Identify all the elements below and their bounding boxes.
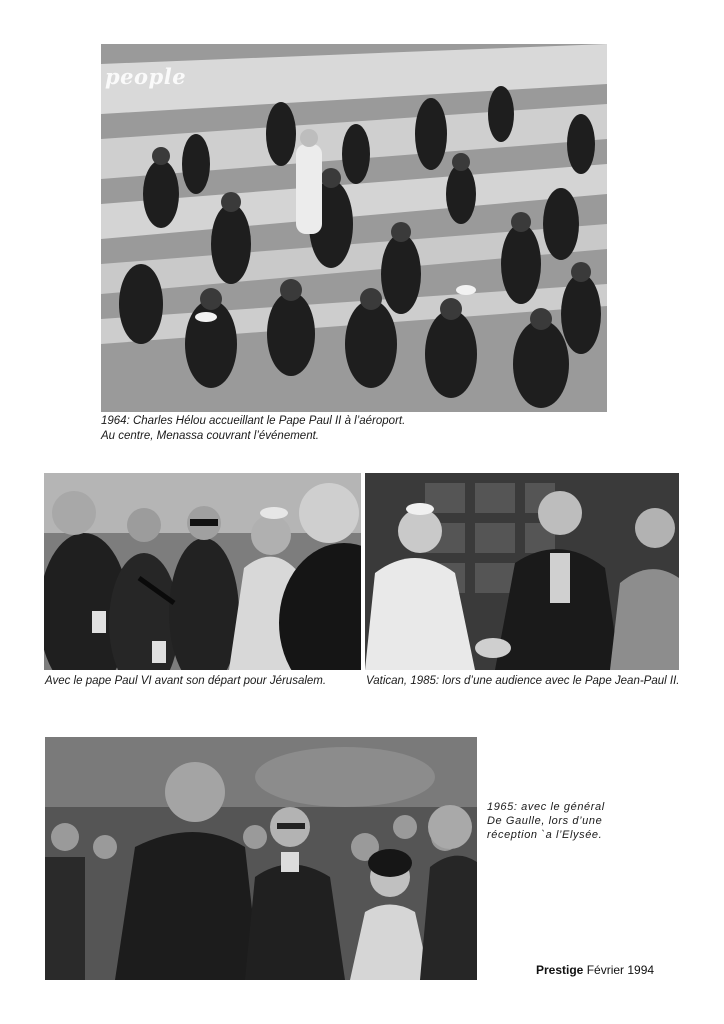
photo-de-gaulle-reception: [45, 737, 477, 980]
paul-vi-photo-graphic: [44, 473, 361, 670]
de-gaulle-caption-line-1: 1965: avec le général: [487, 801, 605, 813]
de-gaulle-photo-graphic: [45, 737, 477, 980]
airport-caption-line-2: Au centre, Menassa couvrant l’événement.: [101, 430, 319, 442]
page-footer: [536, 963, 654, 977]
airport-caption-line-1: 1964: Charles Hélou accueillant le Pape Paul II à l’aéroport.: [101, 415, 406, 427]
photo-airport-procession: [101, 44, 607, 412]
vatican-caption: Vatican, 1985: lors d’une audience avec le Pape Jean-Paul II.: [366, 675, 680, 687]
issue-date: Février 1994: [586, 963, 655, 977]
de-gaulle-caption-line-3: réception `a l’Elysée.: [487, 829, 603, 841]
de-gaulle-caption: [487, 800, 605, 842]
de-gaulle-caption-line-2: De Gaulle, lors d’une: [487, 815, 603, 827]
airport-caption: [101, 414, 405, 444]
vatican-photo-graphic: [365, 473, 679, 670]
airport-photo-graphic: [101, 44, 607, 412]
paul-vi-caption: Avec le pape Paul VI avant son départ pour Jérusalem.: [45, 675, 327, 687]
photo-pope-paul-vi: [44, 473, 361, 670]
magazine-name: Prestige: [536, 963, 584, 977]
photo-vatican-audience: [365, 473, 679, 670]
people-watermark: people: [105, 64, 187, 89]
